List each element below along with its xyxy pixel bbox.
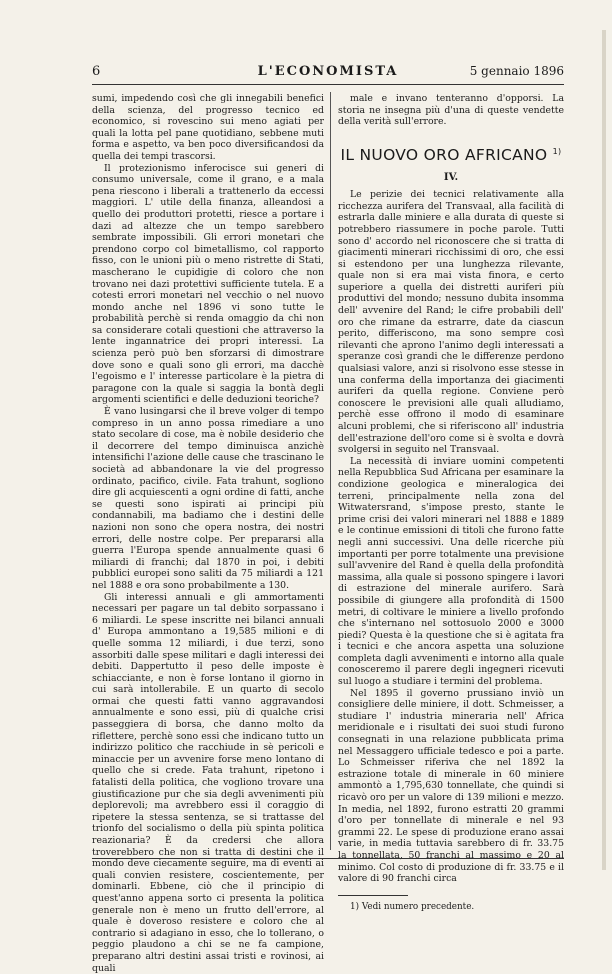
- article-title-text: IL NUOVO ORO AFRICANO: [340, 145, 548, 164]
- paragraph: La necessità di inviare uomini competenti nella Repubblica Sud Africana per esaminare la condizione geologica e mineralogica dei terreni, principalmente nella zona del Witwatersrand, s'impose presto, stante le prime crisi dei valori minerari nel 1888 e 1889 e le continue emissioni di titoli che furono fatte negli anni successivi. Una delle ricerche più importanti per porre totalmente una previsione sull'avvenire del Rand è quella della profondità massima, alla quale si possono spingere i lavori di estrazione del minerale aurifero. Sarà possibile di giungere alla profondità di 1500 metri, di coltivare le miniere a livello profondo che s'internano nel sottosuolo 2000 e 3000 piedi? Questa è la questione che si è agitata fra i tecnici e che ancora aspetta una soluzione completa dagli avvenimenti e intorno alla quale conosceremo il parere degli ingegneri ricevuti sul luogo a studiare i termini del problema.: [338, 455, 564, 688]
- section-number: IV.: [443, 171, 459, 183]
- left-column: [92, 93, 324, 974]
- footnote-rule: [338, 895, 408, 896]
- bottom-rule: [92, 858, 564, 859]
- issue-date: 5 gennaio 1896: [469, 64, 564, 78]
- continuation-paragraph: male e invano tenteranno d'opporsi. La storia ne insegna più d'una di queste vendette della verità sull'errore.: [338, 93, 564, 128]
- paragraph: Gli interessi annuali e gli ammortamenti necessari per pagare un tal debito sorpassano i 6 miliardi. Le spese inscritte nei bilanci annuali d' Europa ammontano a 19,585 milioni e di quelle somma 12 miliardi, i due terzi, sono assorbiti dalle spese militari e dagli interessi dei debiti. Dappertutto il peso delle imposte è schiacciante, e non è forse lontano il giorno in cui sarà intollerabile. E un quarto di secolo ormai che questi fatti vanno aggravandosi annualmente e sono essi, più di qualche crisi passeggiera di borsa, che danno molto da riflettere, perchè sono essi che indicano tutto un indirizzo politico che racchiude in sè pericoli e minaccie per un avvenire forse meno lontano di quello che si crede. Fata trahunt, ripetono i fatalisti della politica, che vogliono trovare una giustificazione pur che sia degli avvenimenti più deplorevoli; ma avrebbero essi il coraggio di ripetere la stessa sentenza, se si trattasse del trionfo del socialismo o della più spinta politica reazionaria? È da credersi che allora troverebbero che non si tratta di destini che il mondo deve ciecamente seguire, ma di eventi ai quali convien resistere, coscientemente, per dominarli. Ebbene, ciò che il principio di quest'anno appena sorto ci presenta la politica generale non è meno un frutto dell'errore, al quale è doveroso resistere e coloro che al contrario si adagiano in esso, che lo tollerano, o peggio plaudono a chi se ne fa campione, preparano altri destini assai tristi e rovinosi, ai quali: [92, 591, 324, 974]
- page-number: 6: [92, 64, 101, 79]
- paragraph: Il protezionismo inferocisce sui generi di consumo universale, come il grano, e a mala pena riescono i liberali a trattenerlo da eccessi maggiori. L' utile della finanza, alleandosi a quello dei produttori protetti, riesce a portare i dazi ad altezze che un tempo sarebbero sembrate impossibili. Gli errori monetari che prendono corpo col bimetallismo, col rapporto fisso, con le unioni più o meno ristrette di Stati, mascherano le cupidigie di coloro che non trovano nei dazi protettivi sufficiente tutela. E a cotesti errori monetari nel vecchio o nel nuovo mondo anche nel 1896 vi sono tutte le probabilità perchè si renda omaggio da chi non sa considerare cotali questioni che attraverso la lente ingannatrice dei propri interessi. La scienza però può ben sforzarsi di dimostrare dove sono e quali sono gli errori, ma dacchè l'egoismo e l' interesse particolare è la pietra di paragone con la quale si saggia la bontà degli argomenti scientifici e delle deduzioni teoriche?: [92, 162, 324, 406]
- title-footnote-marker: 1): [552, 146, 562, 156]
- page-edge: [602, 30, 606, 870]
- footnote: 1) Vedi numero precedente.: [350, 901, 475, 912]
- running-header: [92, 62, 564, 85]
- right-column: [338, 93, 564, 913]
- paragraph: Nel 1895 il governo prussiano inviò un consigliere delle miniere, il dott. Schmeisser, a studiare l' industria mineraria nell' Africa meridionale e i risultati dei suoi studi furono consegnati in una relazione pubblicata prima nel Messaggero ufficiale tedesco e poi a parte. Lo Schmeisser riferiva che nel 1892 la estrazione totale di minerale in 60 miniere ammontò a 1,795,630 tonnellate, che quindi si ricavò oro per un valore di 139 milioni e mezzo. In media, nel 1892, furono estratti 20 grammi d'oro per tonnellate di minerale e nel 93 grammi 22. Le spese di produzione erano assai varie, in media tuttavia sarebbero di fr. 33.75 la tonnellata, 50 franchi al massimo e 20 al minimo. Col costo di produzione di fr. 33.75 e il valore di 90 franchi circa: [338, 687, 564, 885]
- paragraph: È vano lusingarsi che il breve volger di tempo compreso in un anno possa rimediare a uno stato secolare di cose, ma è nobile desiderio che il decorrere del tempo diminuisca anzichè intensifichi l'azione delle cause che trascinano le società ad abbandonare la vie del progresso ordinato, pacifico, civile. Fata trahunt, sogliono dire gli acquiescenti a ogni ordine di fatti, anche se questi sono ispirati ai principi più condannabili, ma badiamo che i destini delle nazioni non sono che opera nostra, dei nostri errori, delle nostre colpe. Per prepararsi alla guerra l'Europa spende annualmente quasi 6 miliardi di franchi; dal 1870 in poi, i debiti pubblici europei sono saliti da 75 miliardi a 121 nel 1888 e ora sono probabilmente a 130.: [92, 406, 324, 591]
- paragraph: sumi, impedendo così che gli innegabili benefici della scienza, del progresso tecnico ed economico, si rovescino sui meno agiati per quali la lotta pel pane quotidiano, sebbene muti forma e aspetto, va ben poco diversificandosi da quella dei tempi trascorsi.: [92, 93, 324, 162]
- column-divider: [330, 92, 331, 850]
- journal-title: L'ECONOMISTA: [257, 64, 399, 79]
- paragraph: Le perizie dei tecnici relativamente alla ricchezza aurifera del Transvaal, alla facilità di estrarla dalle miniere e alla durata di queste si potrebbero riassumere in poche parole. Tutti sono d' accordo nel riconoscere che si tratta di giacimenti minerari ricchissimi di oro, che essi si estendono per una lunghezza rilevante, quale non si era mai vista finora, e certo superiore a quella dei distretti auriferi più produttivi del mondo; nessuno dubita insomma dell' avvenire del Rand; le cifre probabili dell' oro che rimane da estrarre, date da ciascun perito, differiscono, ma sono sempre così rilevanti che aprono l'animo degli interessati a speranze così grandi che le differenze perdono qualsiasi valore, anzi si risolvono esse stesse in una conferma della importanza dei giacimenti auriferi da quella regione. Conviene però conoscere le previsioni alle quali alludiamo, perchè esse offrono il modo di esaminare alcuni problemi, che si riferiscono all' industria dell'estrazione dell'oro come si è svolta e dovrà svolgersi in seguito nel Transvaal.: [338, 189, 564, 456]
- article-title: [338, 146, 564, 162]
